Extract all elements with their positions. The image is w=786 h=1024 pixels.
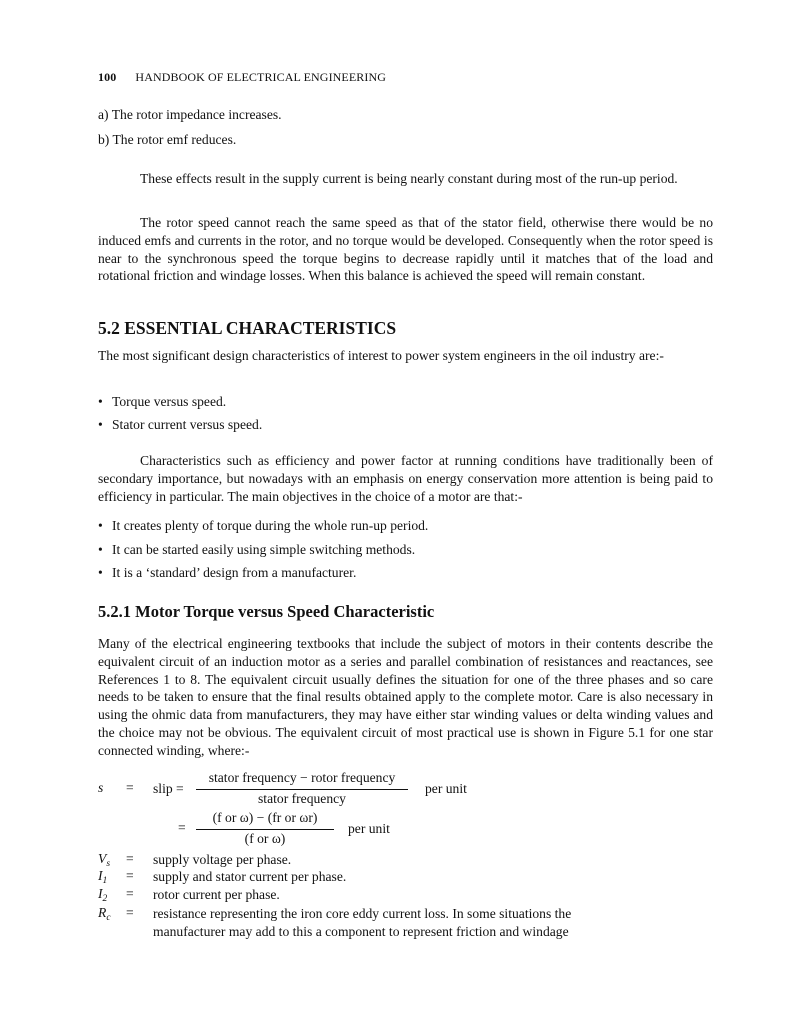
fraction-numerator-text: (f or ω) − (fr or ωr): [212, 810, 318, 825]
bullet-icon: •: [98, 565, 103, 580]
symbol-vs: [98, 851, 110, 869]
bullet-text: It is a ‘standard’ design from a manufacturer.: [112, 565, 357, 580]
symbol-text: $I_2$: [98, 886, 108, 904]
fraction-denominator: stator frequency: [258, 791, 346, 806]
page-number: 100: [98, 70, 117, 84]
section-intro: The most significant design characteristics of interest to power system engineers in the oil industry are:-: [98, 348, 664, 363]
symbol-text: $V_s$: [98, 851, 111, 869]
list-text: The rotor emf reduces.: [112, 132, 237, 147]
fraction-bar: [196, 789, 408, 790]
fraction-numerator: stator frequency − rotor frequency: [208, 770, 396, 785]
equals-sign: =: [126, 868, 134, 883]
fraction-bar: [196, 829, 334, 830]
bullet-item: [98, 564, 356, 582]
running-title: HANDBOOK OF ELECTRICAL ENGINEERING: [135, 70, 387, 84]
equals-sign: =: [126, 905, 134, 920]
symbol-text: $I_1$: [98, 868, 108, 886]
bullet-text: It creates plenty of torque during the whole run-up period.: [112, 518, 429, 533]
symbol-i2: [98, 886, 107, 904]
bullet-icon: •: [98, 518, 103, 533]
bullet-icon: •: [98, 542, 103, 557]
equals-sign: =: [126, 780, 134, 795]
equals-sign: =: [178, 820, 186, 835]
list-marker: b): [98, 132, 110, 147]
paragraph-equivalent-circuit: Many of the electrical engineering textbooks that include the subject of motors in their contents describe the equivalent circuit of an induction motor as a series and parallel combination of resistances and reactances, see References 1 to 8. The equivalent circuit usually defines the situation for one of the three phases and so care needs to be taken to ensure that the final results obtained apply to the complete motor. Care is also necessary in using the ohmic data from manufacturers, they may have either star winding values or delta winding values and the choice may not be obvious. The equivalent circuit of most practical use is shown in Figure 5.1 for one star connected winding, where:-: [98, 636, 713, 758]
section-heading: 5.2 ESSENTIAL CHARACTERISTICS: [98, 318, 397, 338]
running-head: [98, 70, 386, 85]
paragraph-characteristics: Characteristics such as efficiency and power factor at running conditions have traditionally been of secondary importance, but nowadays with an emphasis on energy conservation more attention is being paid to efficiency in particular. The main objectives in the choice of a motor are that:-: [98, 453, 713, 504]
bullet-text: Stator current versus speed.: [112, 417, 263, 432]
list-item-a: [98, 106, 282, 124]
fraction-numerator-2: [196, 810, 334, 826]
paragraph-effects: These effects result in the supply current is being nearly constant during most of the run-up period.: [140, 171, 678, 186]
list-item-b: [98, 131, 236, 149]
bullet-text: It can be started easily using simple switching methods.: [112, 542, 416, 557]
unit-label: per unit: [425, 781, 467, 796]
bullet-icon: •: [98, 417, 103, 432]
definition-text: supply and stator current per phase.: [153, 869, 347, 884]
definition-text: resistance representing the iron core eddy current loss. In some situations the manufacturer may add to this a component to represent friction and windage: [153, 906, 572, 939]
list-marker: a): [98, 107, 109, 122]
bullet-item: [98, 517, 428, 535]
bullet-item: [98, 541, 415, 559]
fraction-denominator-2: (f or ω): [244, 831, 286, 846]
bullet-item: [98, 393, 226, 411]
bullet-icon: •: [98, 394, 103, 409]
definition-text: supply voltage per phase.: [153, 852, 292, 867]
definition-text: rotor current per phase.: [153, 887, 280, 902]
slip-label: slip =: [153, 781, 184, 796]
symbol-s: s: [98, 780, 104, 795]
bullet-item: [98, 416, 262, 434]
bullet-text: Torque versus speed.: [112, 394, 227, 409]
paragraph-rotor-speed: The rotor speed cannot reach the same speed as that of the stator field, otherwise there would be no induced emfs and currents in the rotor, and no torque would be developed. Consequently when the rotor speed is near to the synchronous speed the torque begins to decrease rapidly until it matches that of the load and rotational friction and windage losses. When this balance is achieved the speed will remain constant.: [98, 215, 713, 284]
symbol-text: $R_c$: [98, 905, 111, 923]
symbol-rc: [98, 905, 111, 923]
equals-sign: =: [126, 886, 134, 901]
unit-label: per unit: [348, 821, 390, 836]
symbol-i1: [98, 868, 107, 886]
subsection-heading: 5.2.1 Motor Torque versus Speed Characteristic: [98, 602, 435, 621]
list-text: The rotor impedance increases.: [111, 107, 282, 122]
equals-sign: =: [126, 851, 134, 866]
